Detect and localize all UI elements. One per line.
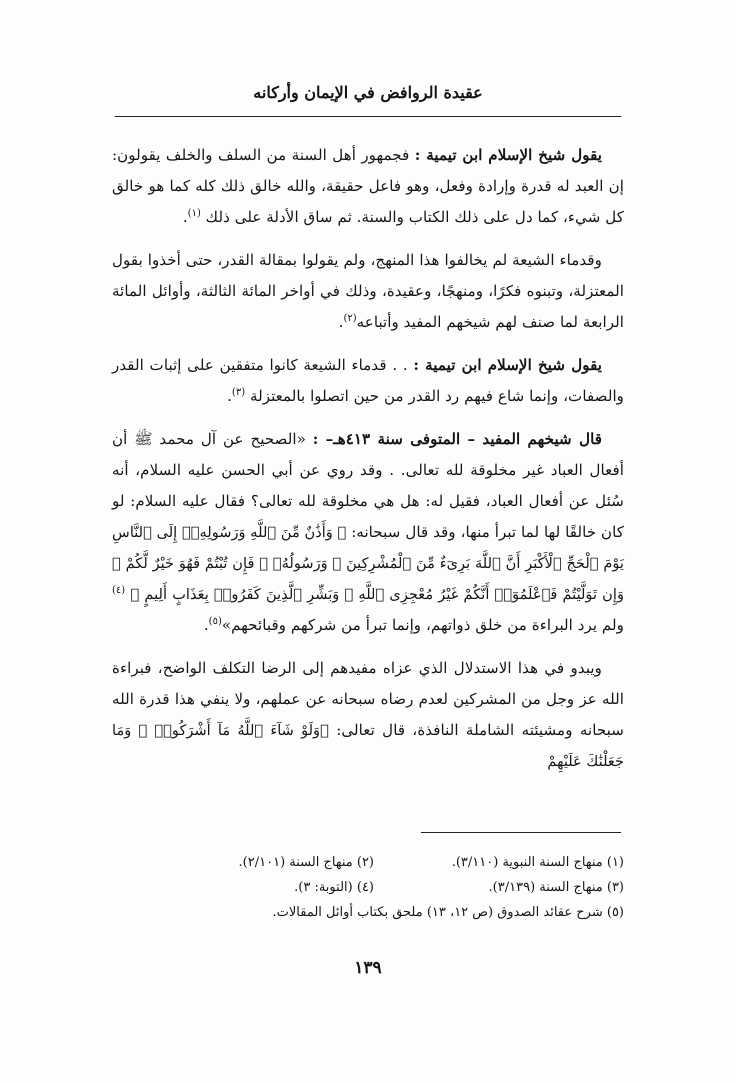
paragraph-5-text: ويبدو في هذا الاستدلال الذي عزاه مفيدهم إلى الرضا التكلف الواضح، فبراءة الله عز وجل من المشركين لعدم رضاه سبحانه عن عملهم، ولا ينفي هذا قدرة الله سبحانه ومشيئته الشاملة النافذة، قال تعالى: [112, 659, 624, 739]
footnote-2-text: منهاج السنة (٢/١٠١). [238, 855, 353, 870]
footnote-2 [124, 850, 374, 875]
footnote-row [112, 875, 624, 900]
footnote-3-text: منهاج السنة (٣/١٣٩). [488, 880, 603, 895]
footnote-4-num: (٤) [356, 880, 374, 895]
paragraph-1-lead: يقول شيخ الإسلام ابن تيمية : [414, 146, 603, 164]
paragraph-3 [112, 350, 624, 412]
footnote-ref-3: (٣) [231, 386, 246, 398]
paragraph-1-tail: . [182, 208, 188, 226]
footnote-2-num: (٢) [356, 855, 374, 870]
footnote-3-num: (٣) [606, 880, 624, 895]
page-number: ١٣٩ [354, 958, 382, 978]
footnote-1-num: (١) [606, 855, 624, 870]
footnote-ref-1: (١) [187, 207, 201, 219]
footnote-1 [374, 850, 624, 875]
footnote-row [112, 900, 624, 925]
footnote-ref-2: (٢) [343, 312, 357, 324]
quran-verse-anam: ﴿وَلَوْ شَآءَ ٱللَّهُ مَآ أَشْرَكُوا۟ ۗ وَمَا جَعَلْنَٰكَ عَلَيْهِمْ [112, 722, 624, 770]
header-divider [115, 116, 621, 117]
footnote-row [112, 850, 624, 875]
paragraph-2 [112, 245, 624, 338]
paragraph-4-lead: قال شيخهم المفيد – المتوفى سنة ٤١٣هـ– : [312, 430, 602, 448]
paragraph-4-text-a: «الصحيح عن آل محمد ﷺ أن أفعال العباد غير مخلوقة لله تعالى. . وقد روي عن أبي الحسن عليه السلام، أنه سُئل عن أفعال العباد، فقيل له: هل هي مخلوقة لله تعالى؟ فقال عليه السلام: لو كان خالقًا لها لما تبرأ منها، وقد قال سبحانه: [112, 430, 624, 541]
footnote-5-text: شرح عقائد الصدوق (ص ١٢، ١٣) ملحق بكتاب أوائل المقالات. [272, 905, 603, 920]
paragraph-3-text: . . قدماء الشيعة كانوا متفقين على إثبات القدر والصفات، وإنما شاع فيهم رد القدر من حين اتصلوا بالمعتزلة [112, 356, 624, 405]
footnote-ref-5: (٥) [208, 615, 222, 627]
main-text [112, 140, 624, 789]
footnote-4 [124, 875, 374, 900]
paragraph-5 [112, 653, 624, 777]
footnote-divider [421, 832, 621, 833]
paragraph-1 [112, 140, 624, 233]
paragraph-1-text: فجمهور أهل السنة من السلف والخلف يقولون: إن العبد له قدرة وإرادة وفعل، وهو فاعل حقيقة، والله خالق ذلك كله كما هو خالق كل شيء، كما دل على ذلك الكتاب والسنة. ثم ساق الأدلة على ذلك [112, 146, 624, 226]
footnote-5 [273, 900, 625, 925]
footnote-5-num: (٥) [606, 905, 624, 920]
paragraph-4 [112, 424, 624, 641]
paragraph-3-lead: يقول شيخ الإسلام ابن تيمية : [413, 356, 603, 374]
footnote-1-text: منهاج السنة النبوية (٣/١١٠). [451, 855, 603, 870]
footnote-3 [374, 875, 624, 900]
paragraph-2-tail: . [338, 313, 344, 331]
running-header-title: عقيدة الروافض في الإيمان وأركانه [253, 83, 483, 102]
footnotes [112, 850, 624, 925]
paragraph-3-tail: . [227, 387, 232, 405]
paragraph-2-text: وقدماء الشيعة لم يخالفوا هذا المنهج، ولم يقولوا بمقالة القدر، حتى أخذوا بقول المعتزلة، وتبنوه فكرًا، ومنهجًا، وعقيدة، وذلك في أواخر المائة الثالثة، وأوائل المائة الرابعة لما صنف لهم شيخهم المفيد وأتباعه [112, 251, 624, 331]
paragraph-4-tail: . [203, 616, 209, 634]
paragraph-4-text-b: ولم يرد البراءة من خلق ذواتهم، وإنما تبرأ من شركهم وقبائحهم» [221, 616, 624, 634]
quran-verse-tawbah: ﴿ وَأَذَٰنٌ مِّنَ ٱللَّهِ وَرَسُولِهِۦٓ إِلَى ٱلنَّاسِ يَوْمَ ٱلْحَجِّ ٱلْأَكْبَرِ أَنَّ ٱللَّهَ بَرِىٓءٌ مِّنَ ٱلْمُشْرِكِينَ ۙ وَرَسُولُهُۥ ۚ فَإِن تُبْتُمْ فَهُوَ خَيْرٌ لَّكُمْ ۖ وَإِن تَوَلَّيْتُمْ فَٱعْلَمُوٓا۟ أَنَّكُمْ غَيْرُ مُعْجِزِى ٱللَّهِ ۗ وَبَشِّرِ ٱلَّذِينَ كَفَرُوا۟ بِعَذَابٍ أَلِيمٍ ﴾ [112, 524, 624, 603]
footnote-4-text: (التوبة: ٣). [294, 880, 353, 895]
footnote-ref-4: (٤) [112, 584, 126, 596]
